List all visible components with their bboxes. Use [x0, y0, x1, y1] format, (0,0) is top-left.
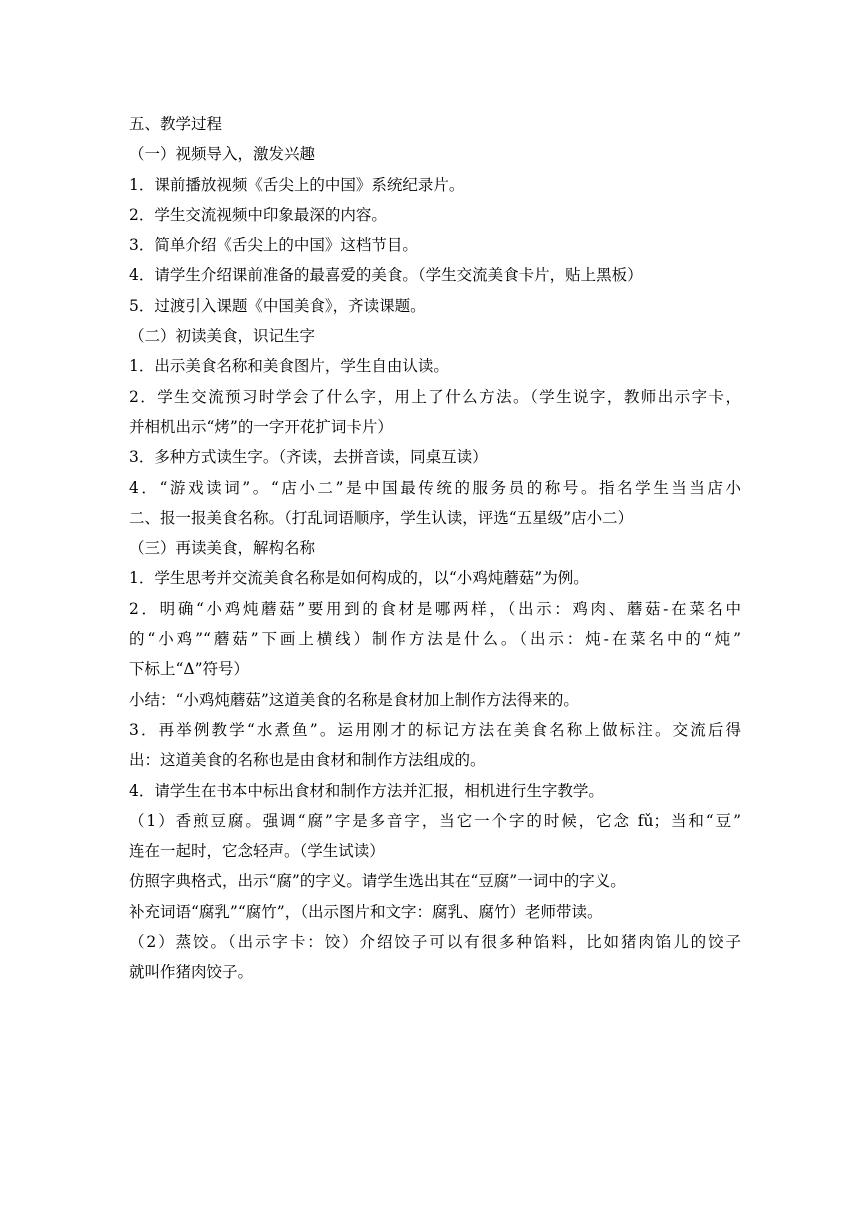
text-line: 补充词语“腐乳”“腐竹”，（出示图片和文字：腐乳、腐竹）老师带读。: [129, 902, 603, 921]
text-line: 4．请学生介绍课前准备的最喜爱的美食。（学生交流美食卡片，贴上黑板）: [129, 266, 643, 285]
text-line: 3．多种方式读生字。（齐读，去拼音读，同桌互读）: [129, 448, 488, 467]
text-line: （2）蒸饺。（出示字卡：饺）介绍饺子可以有很多种馅料，比如猪肉馅儿的饺子: [129, 933, 741, 952]
text-line: 并相机出示“烤”的一字开花扩词卡片）: [129, 417, 393, 436]
section-heading: 五、教学过程: [129, 115, 223, 133]
text-line: 1．课前播放视频《舌尖上的中国》系统纪录片。: [129, 175, 465, 194]
text-line: 出：这道美食的名称也是由食材和制作方法组成的。: [129, 751, 486, 770]
text-line: 3．简单介绍《舌尖上的中国》这档节目。: [129, 236, 418, 255]
text-line: 仿照字典格式，出示“腐”的字义。请学生选出其在“豆腐”一词中的字义。: [129, 872, 626, 891]
text-line: 1．出示美食名称和美食图片，学生自由认读。: [129, 357, 449, 376]
text-line: 5．过渡引入课题《中国美食》，齐读课题。: [129, 296, 426, 315]
text-line: 就叫作猪肉饺子。: [129, 963, 254, 982]
text-line: 4．请学生在书本中标出食材和制作方法并汇报，相机进行生字教学。: [129, 781, 604, 800]
text-line: 的“小鸡”“蘑菇”下画上横线）制作方法是什么。（出示：炖-在菜名中的“炖”: [129, 630, 741, 649]
text-line: 1．学生思考并交流美食名称是如何构成的，以“小鸡炖蘑菇”为例。: [129, 569, 589, 588]
text-line: 下标上“Δ”符号）: [129, 660, 250, 679]
text-line: 2．学生交流预习时学会了什么字，用上了什么方法。（学生说字，教师出示字卡，: [129, 387, 741, 406]
text-line: （1）香煎豆腐。强调“腐”字是多音字，当它一个字的时候，它念 fǔ；当和“豆”: [129, 811, 741, 830]
document-body: [129, 109, 741, 988]
text-line: 3．再举例教学“水煮鱼”。运用刚才的标记方法在美食名称上做标注。交流后得: [129, 720, 741, 739]
subsection-heading: （三）再读美食，解构名称: [129, 539, 316, 558]
subsection-heading: （二）初读美食，识记生字: [129, 327, 316, 346]
text-line: 连在一起时，它念轻声。（学生试读）: [129, 842, 385, 861]
text-line: 二、报一报美食名称。（打乱词语顺序，学生认读，评选“五星级”店小二）: [129, 508, 634, 527]
text-line: 2．学生交流视频中印象最深的内容。: [129, 205, 387, 224]
text-line: 2．明确“小鸡炖蘑菇”要用到的食材是哪两样，（出示：鸡肉、蘑菇-在菜名中: [129, 599, 741, 618]
text-line: 小结：“小鸡炖蘑菇”这道美食的名称是食材加上制作方法得来的。: [129, 690, 579, 709]
subsection-heading: （一）视频导入，激发兴趣: [129, 145, 316, 164]
text-line: 4．“游戏读词”。“店小二”是中国最传统的服务员的称号。指名学生当当店小: [129, 478, 741, 497]
